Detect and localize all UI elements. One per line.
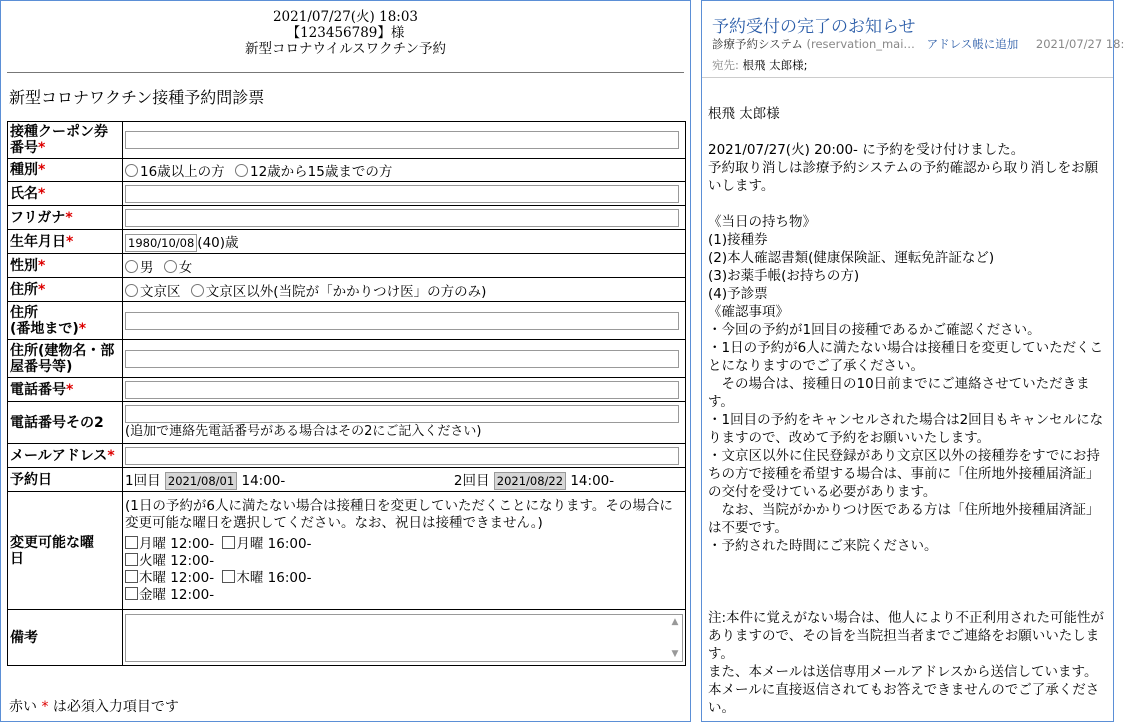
mail-body-para: 注:本件に覚えがない場合は、他人により不正利用された可能性がありますので、その旨を当院担当者までご連絡をお願いいたします。 また、本メールは送信専用メールアドレスから送信しています。本メールに直接返信されてもお答えできませんのでご了承ください。 <box>708 610 1105 716</box>
label-mail: メールアドレス* <box>8 444 123 468</box>
scroll-down-icon[interactable]: ▼ <box>671 648 679 659</box>
questionnaire-table: 接種クーポン券番号* 種別* 16歳以上の方 12歳から15歳までの方 氏名* フリガナ* 生年月日* 1980/10/08 (40)歳 性別* 男 女 住所* 文京区 文京区以外(当院が「かかりつけ医」の方のみ) 住所 (番地まで)* 住所(建物名・部 屋番号等) 電話番号* 電話番号その2 (追加で連絡先電話番号がある場合はその2にご記入ください) メールアドレス* 予約日 1回目 2021/08/01 14:00- 2回目 2021/08/22 14:00- 変更可能な曜 日 (1日の予約が6人に満たない場合は接種日を変更していただくことになります。その場合に変更可能な曜日を選択してください。なお、祝日は接種できません。) 月曜 12:00- 月曜 16:00- 火曜 12:00- 木曜 12:00- 木曜 16:00- 金曜 12:00- 備考 ▲ ▼ <box>7 121 686 666</box>
required-footnote: 赤い * は必須入力項目です <box>9 699 179 715</box>
birthdate-input[interactable]: 1980/10/08 <box>125 234 197 252</box>
mail-recipient: 宛先: 根飛 太郎様; <box>712 58 808 72</box>
label-address-detail: 住所 (番地まで)* <box>8 302 123 340</box>
label-coupon: 接種クーポン券番号* <box>8 122 123 159</box>
recipient-name: 根飛 太郎様; <box>742 58 808 72</box>
sender-address: (reservation_mai… <box>806 37 915 51</box>
form-title: 新型コロナワクチン接種予約問診票 <box>9 88 265 107</box>
phone2-input[interactable] <box>125 405 679 423</box>
sex-female-radio[interactable] <box>164 260 177 273</box>
address-other-radio[interactable] <box>191 284 204 297</box>
header-patient: 【123456789】様 <box>286 25 405 41</box>
second-date-field: 2021/08/22 <box>494 472 566 490</box>
coupon-input[interactable] <box>125 131 679 149</box>
label-birth: 生年月日* <box>8 230 123 254</box>
label-reserve: 予約日 <box>8 468 123 492</box>
mail-subject: 予約受付の完了のお知らせ <box>712 17 916 37</box>
mon16-checkbox[interactable] <box>222 536 235 549</box>
divider <box>7 72 684 73</box>
address-bunkyo-radio[interactable] <box>125 284 138 297</box>
tue12-checkbox[interactable] <box>125 553 138 566</box>
mon12-checkbox[interactable] <box>125 536 138 549</box>
remarks-textarea[interactable] <box>125 614 683 662</box>
mail-body-para: 《当日の持ち物》 (1)接種券 (2)本人確認書類(健康保険証、運転免許証など) (3)お薬手帳(お持ちの方) (4)予診票 《確認事項》 ・今回の予約が1回目の接種であるかご確認ください。 ・1日の予約が6人に満たない場合は接種日を変更していただくことになりますのでご了承ください。 その場合は、接種日の10日前までにご連絡させていただきます。 ・1回目の予約をキャンセルされた場合は2回目もキャンセルになりますので、改めて予約をお願いいたします。 ・文京区以外に住民登録があり文京区以外の接種券をすでにお持ちの方で接種を希望する場合は、事前に「住所地外接種届済証」の交付を受けている必要があります。 なお、当院がかかりつけ医である方は「住所地外接種届済証」は不要です。 ・予約された時間にご来院ください。 <box>708 214 1104 554</box>
mail-body-para: 2021/07/27(火) 20:00- に予約を受け付けました。 予約取り消しは診療予約システムの予約確認から取り消しをお願いします。 <box>708 142 1099 194</box>
phone2-note: (追加で連絡先電話番号がある場合はその2にご記入ください) <box>125 424 482 439</box>
label-address: 住所* <box>8 278 123 302</box>
mail-sender <box>712 36 1124 52</box>
type-16plus-radio[interactable] <box>125 164 138 177</box>
mail-body <box>708 105 1110 717</box>
sender-name[interactable]: 診療予約システム <box>712 37 803 51</box>
label-type: 種別* <box>8 159 123 182</box>
sex-male-radio[interactable] <box>125 260 138 273</box>
label-phone: 電話番号* <box>8 378 123 402</box>
name-input[interactable] <box>125 185 679 203</box>
label-building: 住所(建物名・部 屋番号等) <box>8 340 123 378</box>
mail-panel <box>701 0 1124 722</box>
header-service: 新型コロナウイルスワクチン予約 <box>244 41 446 57</box>
add-to-addressbook-link[interactable]: アドレス帳に追加 <box>926 37 1019 51</box>
age-text: (40)歳 <box>197 235 239 251</box>
fri12-checkbox[interactable] <box>125 587 138 600</box>
form-header <box>1 1 690 57</box>
row-coupon <box>8 122 686 159</box>
address-detail-input[interactable] <box>125 312 679 330</box>
label-sex: 性別* <box>8 254 123 278</box>
label-name: 氏名* <box>8 182 123 206</box>
label-phone2: 電話番号その2 <box>8 402 123 444</box>
label-change-days: 変更可能な曜 日 <box>8 492 123 610</box>
phone-input[interactable] <box>125 381 679 399</box>
building-input[interactable] <box>125 350 679 368</box>
scroll-up-icon[interactable]: ▲ <box>671 616 679 627</box>
label-kana: フリガナ* <box>8 206 123 230</box>
label-remarks: 備考 <box>8 610 123 666</box>
mail-divider <box>702 77 1113 78</box>
mail-input[interactable] <box>125 447 679 465</box>
kana-input[interactable] <box>125 209 679 227</box>
thu12-checkbox[interactable] <box>125 570 138 583</box>
header-datetime: 2021/07/27(火) 18:03 <box>272 9 419 25</box>
change-note: (1日の予約が6人に満たない場合は接種日を変更していただくことになります。その場合に変更可能な曜日を選択してください。なお、祝日は接種できません。) <box>125 497 673 531</box>
row-type: 種別* 16歳以上の方 12歳から15歳までの方 <box>8 159 686 182</box>
thu16-checkbox[interactable] <box>222 570 235 583</box>
first-date-field: 2021/08/01 <box>165 472 237 490</box>
mail-body-para: 根飛 太郎様 <box>708 106 780 122</box>
type-12to15-radio[interactable] <box>235 164 248 177</box>
mail-date: 2021/07/27 18: <box>1035 37 1124 51</box>
